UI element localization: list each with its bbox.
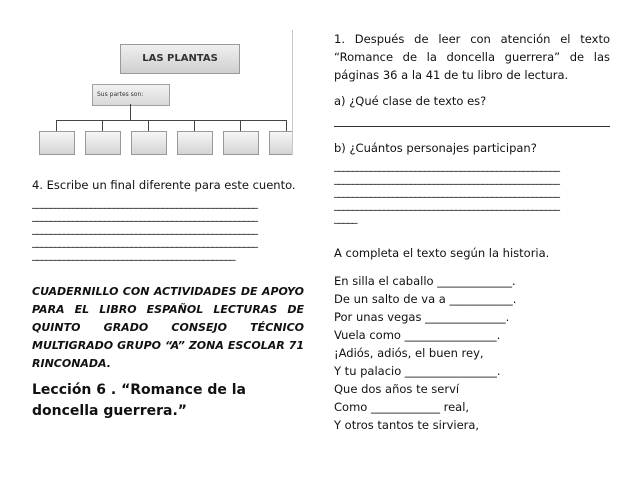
answer-line[interactable]: __________________________________________________ xyxy=(334,172,559,185)
right-column xyxy=(334,30,610,434)
answer-lines-4[interactable] xyxy=(32,196,304,261)
answer-line[interactable]: _____ xyxy=(334,211,357,224)
connector xyxy=(56,120,286,121)
question-4: 4. Escribe un final diferente para este cuento. xyxy=(32,178,296,192)
poem-line: Que dos años te serví xyxy=(334,382,460,396)
connector xyxy=(286,120,287,131)
poem-line: Como ____________ real, xyxy=(334,400,470,414)
cuadernillo-heading: CUADERNILLO CON ACTIVIDADES DE APOYO PARA EL LIBRO ESPAÑOL LECTURAS DE QUINTO GRADO CONSEJO TÉCNICO MULTIGRADO GRUPO “A” ZONA ESCOLAR 71 RINCONADA. xyxy=(32,285,304,370)
poem-line: Vuela como ________________. xyxy=(334,328,501,342)
answer-line[interactable]: __________________________________________________ xyxy=(32,235,257,248)
diagram-leaf-box xyxy=(223,131,259,155)
answer-line[interactable]: __________________________________________________ xyxy=(32,196,257,209)
diagram-leaf-box xyxy=(39,131,75,155)
poem xyxy=(334,272,610,434)
diagram-edge-line xyxy=(292,30,293,155)
question-a: a) ¿Qué clase de texto es? xyxy=(334,94,487,108)
answer-line[interactable]: __________________________________________________ xyxy=(334,159,559,172)
diagram-subtitle-box: Sus partes son: xyxy=(92,84,170,106)
connector xyxy=(102,120,103,131)
poem-line: En silla el caballo _____________. xyxy=(334,274,516,288)
question-b: b) ¿Cuántos personajes participan? xyxy=(334,141,537,155)
plants-diagram xyxy=(34,28,296,158)
answer-line-a[interactable] xyxy=(334,126,610,127)
diagram-leaf-box xyxy=(85,131,121,155)
connector xyxy=(148,120,149,131)
poem-line: Y otros tantos te sirviera, xyxy=(334,418,480,432)
connector xyxy=(56,120,57,131)
connector xyxy=(194,120,195,131)
answer-line[interactable]: __________________________________________________ xyxy=(32,222,257,235)
poem-line: Y tu palacio ________________. xyxy=(334,364,501,378)
lesson-title: Lección 6 . “Romance de la doncella guerrera.” xyxy=(32,382,246,419)
question-1: 1. Después de leer con atención el texto “Romance de la doncella guerrera” de las páginas 36 a la 41 de tu libro de lectura. xyxy=(334,32,610,82)
answer-lines-b[interactable] xyxy=(334,159,610,224)
answer-line[interactable]: __________________________________________________ xyxy=(334,198,559,211)
poem-line: De un salto de va a ___________. xyxy=(334,292,517,306)
connector xyxy=(240,120,241,131)
connector xyxy=(130,104,131,120)
diagram-leaf-box xyxy=(269,131,293,155)
answer-line[interactable]: __________________________________________________ xyxy=(334,185,559,198)
diagram-leaf-box xyxy=(131,131,167,155)
poem-line: ¡Adiós, adiós, el buen rey, xyxy=(334,346,484,360)
diagram-leaf-box xyxy=(177,131,213,155)
answer-line[interactable]: _____________________________________________ xyxy=(32,248,235,261)
diagram-title-box: LAS PLANTAS xyxy=(120,44,240,74)
poem-line: Por unas vegas ______________. xyxy=(334,310,510,324)
complete-instruction: A completa el texto según la historia. xyxy=(334,246,550,260)
answer-line[interactable]: __________________________________________________ xyxy=(32,209,257,222)
